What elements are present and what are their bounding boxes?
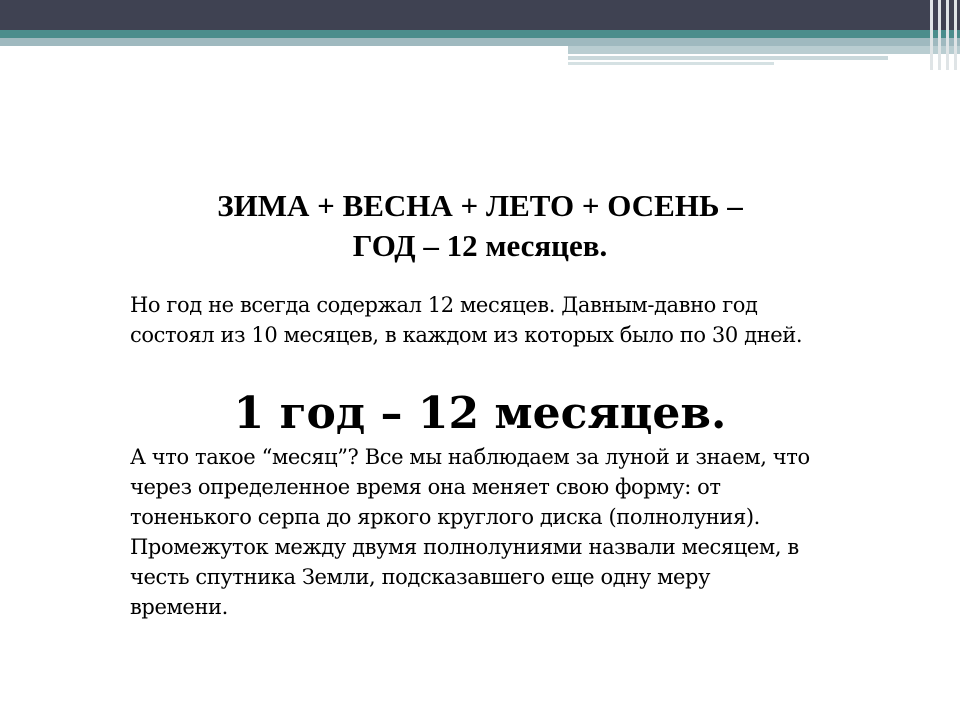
header-accent-line-short [568,62,774,65]
header-band-dark [0,0,960,30]
heading-line-1: ЗИМА + ВЕСНА + ЛЕТО + ОСЕНЬ – [217,188,743,223]
paragraph-intro: Но год не всегда содержал 12 месяцев. Давным-давно год состоял из 10 месяцев, в каждом из которых было по 30 дней. [130,293,803,347]
header-stripe [930,0,933,70]
header-stripe [946,0,949,70]
header-band-teal [0,30,960,38]
header-accent-line [568,56,888,60]
header-accent-block [568,46,960,54]
heading-line-2: ГОД – 12 месяцев. [352,228,608,263]
header-stripe [938,0,941,70]
header-band-grey [0,38,960,46]
header-stripe [954,0,957,70]
paragraph-month: А что такое “месяц”? Все мы наблюдаем за луной и знаем, что через определенное время она меняет свою форму: от тоненького серпа до яркого круглого диска (полнолуния). Промежуток между двумя полнолуниями назвали месяцем, в честь спутника Земли, подсказавшего еще одну меру времени. [130,445,810,619]
slide-heading [120,186,840,266]
big-statement: 1 год – 12 месяцев. [233,388,727,439]
